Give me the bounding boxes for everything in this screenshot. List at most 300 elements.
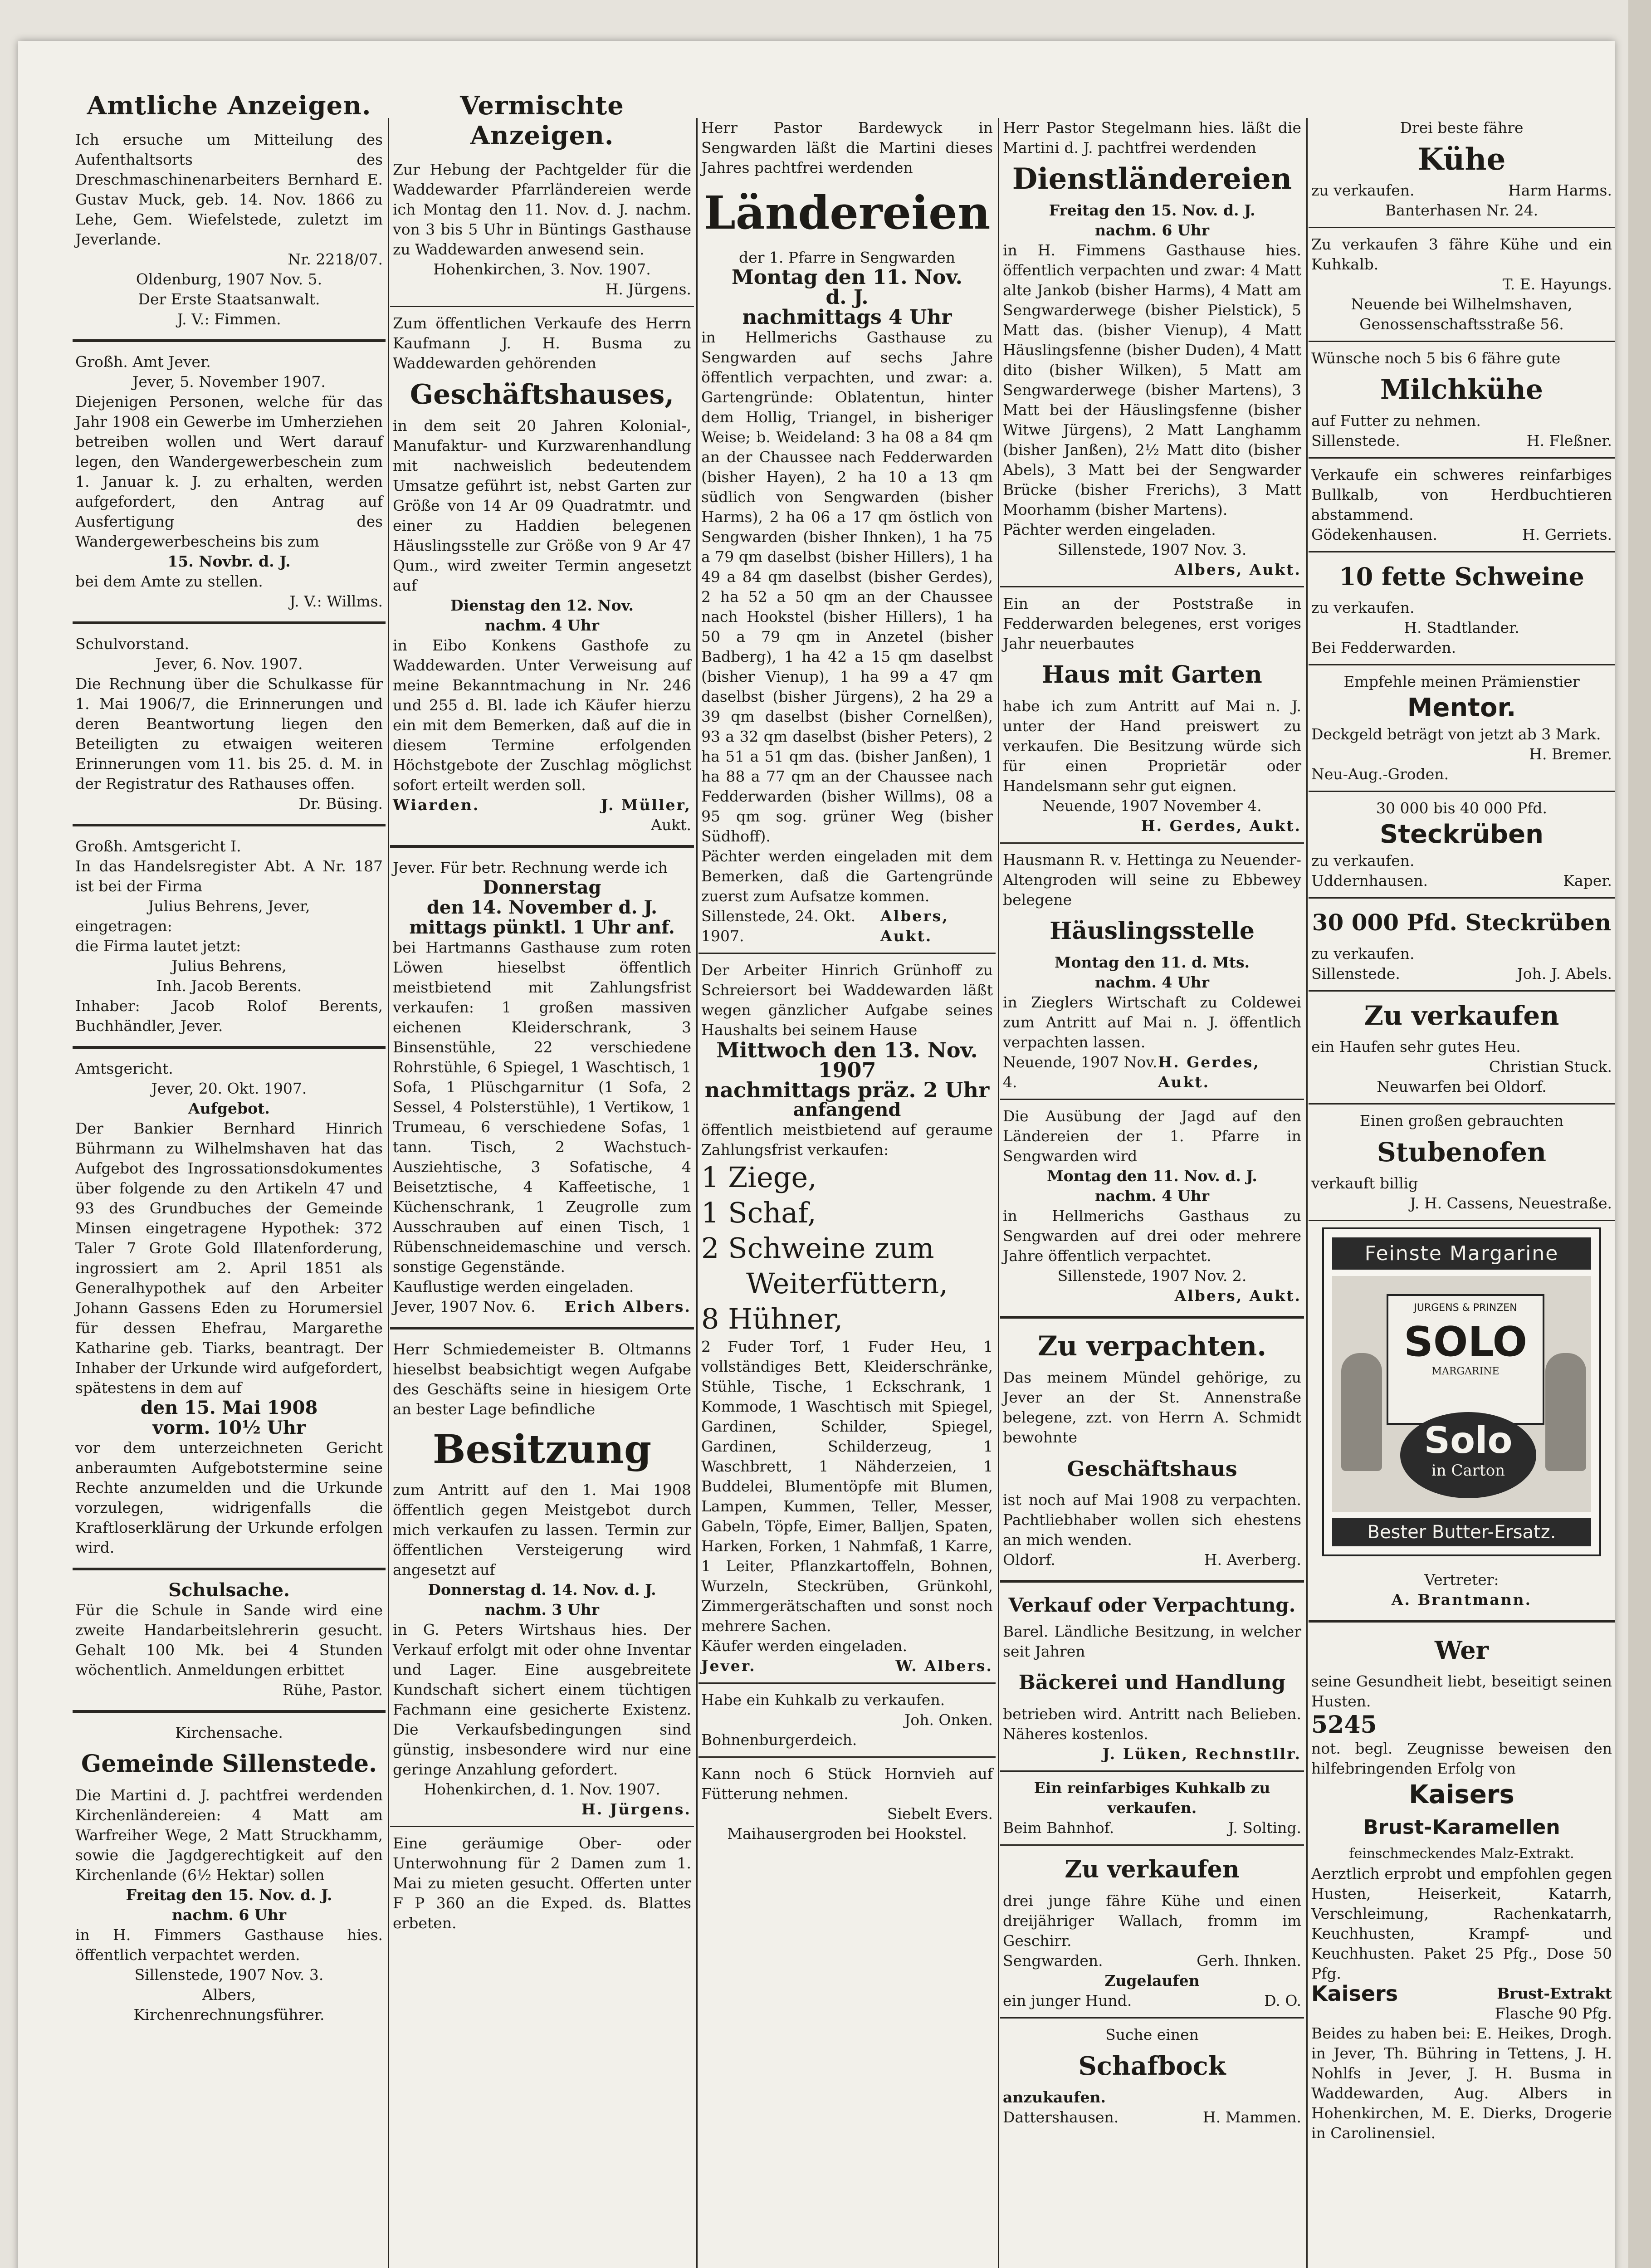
ad-signature bbox=[1003, 1818, 1301, 1838]
notice-body: Für die Schule in Sande wird eine zweite Handarbeitslehrerin gesucht. Gehalt 100 Mk. bei 4 Stunden wöchentlich. Anmeldungen erbittet bbox=[75, 1601, 383, 1679]
ad-signature bbox=[393, 1297, 691, 1317]
divider bbox=[390, 1327, 694, 1330]
ad-date: Hohenkirchen, 3. Nov. 1907. bbox=[433, 260, 651, 278]
ad-signature bbox=[1311, 525, 1612, 545]
notice-entered: eingetragen: bbox=[75, 917, 172, 935]
ad-intro: Herr Pastor Bardewyck in Sengwarden läßt die Martini dieses Jahres pachtfrei werdenden bbox=[701, 119, 993, 176]
ad-date: Freitag den 15. Nov. d. J. bbox=[1049, 201, 1255, 219]
margarine-advertisement bbox=[1322, 1227, 1601, 1556]
ad-sign: H. Averberg. bbox=[1204, 1551, 1301, 1569]
ad-body: öffentlich meistbietend auf geraume Zahlungsfrist verkaufen: bbox=[701, 1121, 993, 1158]
ad-time2: anfangend bbox=[793, 1099, 901, 1120]
divider bbox=[698, 1756, 996, 1758]
ad-tail: ein junger Hund. bbox=[1003, 1992, 1132, 2009]
ad-milchkuehe bbox=[1311, 348, 1612, 451]
ad-sign: Gerh. Ihnken. bbox=[1197, 1952, 1301, 1970]
ad-intro: Der Arbeiter Hinrich Grünhoff zu Schreiersort bei Waddewarden läßt wegen gänzlicher Aufgabe seines Haushalts bei seinem Hause bbox=[701, 961, 993, 1039]
ad-tail: Pächter werden eingeladen. bbox=[1003, 521, 1216, 538]
ad-heu bbox=[1311, 998, 1612, 1097]
ad-intro: Empfehle meinen Prämienstier bbox=[1343, 673, 1580, 690]
divider bbox=[1000, 1316, 1304, 1319]
ad-body2: not. begl. Zeugnisse beweisen den hilfebringenden Erfolg von bbox=[1311, 1740, 1612, 1777]
notice-title: Gemeinde Sillenstede. bbox=[81, 1750, 377, 1778]
ad-place: Sillenstede. bbox=[1311, 432, 1400, 450]
divider bbox=[73, 1046, 386, 1049]
ad-intro: Herr Schmiedemeister B. Oltmanns hieselbst beabsichtigt wegen Aufgabe des Geschäfts seine in hiesigem Orte an bester Lage befindliche bbox=[393, 1340, 691, 1418]
notice-head: Großh. Amt Jever. bbox=[75, 353, 211, 371]
notice-line: Inh. Jacob Berents. bbox=[156, 977, 302, 995]
ad-list: 2 Fuder Torf, 1 Fuder Heu, 1 vollständiges Bett, Kleiderschränke, Stühle, Tische, 1 Eckschrank, 1 Kommode, 1 Waschtisch mit Spiegel, Gardinen, Schilder, Spiegel, Gardinen, Schilderzeug, 1 Waschbrett, 1 Nähderzeien, 1 Buddelei, Blumentöpfe mit Blumen, Lampen, Kummen, Teller, Messer, Gabeln, Töpfe, Eimer, Balljen, Spaten, Harken, Forken, 1 Nahmfaß, 1 Karre, 1 Leiter, Pflanzkartoffeln, Bohnen, Wurzeln, Steckrüben, Grünkohl, Zimmergerätschaften und sonst noch mehrere Sachen. bbox=[701, 1338, 993, 1635]
notice-body: Der Bankier Bernhard Hinrich Bührmann zu Wilhelmshaven hat das Aufgebot des Ingrossationsdokumentes über folgende zu den Artikeln 47 und 93 des Grundbuches der Gemeinde Minsen eingetragene Hypothek: 372 Taler 7 Grote Gold Illatenforderung, ingrossiert am 2. April 1851 als Generalhypothek auf den Arbeiter Johann Gassens Eden zu Horumersiel für dessen Ehefrau, Margarethe Katharine geb. Tiarks, beantragt. Der Inhaber der Urkunde wird aufgefordert, spätestens in dem auf bbox=[75, 1119, 383, 1397]
section-title: Vermischte Anzeigen. bbox=[460, 91, 624, 151]
column-rule bbox=[696, 118, 698, 2268]
notice-schulvorstand bbox=[75, 634, 383, 814]
ad-sign: H. Jürgens. bbox=[581, 1800, 691, 1818]
ad-date: Dienstag den 12. Nov. bbox=[450, 596, 634, 614]
column-4 bbox=[1000, 73, 1304, 2268]
ad-tail: betrieben wird. Antritt nach Belieben. Näheres kostenlos. bbox=[1003, 1705, 1301, 1743]
ad-sign: Albers, Aukt. bbox=[880, 907, 949, 945]
divider bbox=[1309, 791, 1615, 792]
ad-body: in Zieglers Wirtschaft zu Coldewei zum Antritt auf Mai n. J. öffentlich verpachten lassen. bbox=[1003, 993, 1301, 1051]
ad-title: Geschäftshauses, bbox=[410, 379, 674, 411]
ad-body: zu verkaufen. bbox=[1311, 181, 1415, 199]
ad-schafbock bbox=[1003, 2025, 1301, 2127]
package-maker-label: JURGENS & PRINZEN bbox=[1414, 1302, 1517, 1314]
notice-body: Diejenigen Personen, welche für das Jahr 1908 ein Gewerbe im Umherziehen betreiben wollen und Wert darauf legen, den Wandergewerbeschein zum 1. Januar k. J. zu erhalten, werden aufgefordert, den Antrag auf Ausfertigung des Wandergewerbescheins bis zum bbox=[75, 393, 383, 550]
notice-firm: Julius Behrens, Jever, bbox=[148, 897, 310, 915]
ad-place: Dattershausen. bbox=[1003, 2108, 1119, 2126]
ad-sub: der 1. Pfarre in Sengwarden bbox=[739, 249, 955, 266]
ad-sign: Joh. J. Abels. bbox=[1517, 965, 1612, 982]
ad-item: Weiterfüttern, bbox=[746, 1267, 948, 1300]
ad-brand: Kaisers bbox=[1409, 1780, 1514, 1809]
ad-date: Donnerstag bbox=[483, 877, 601, 898]
ad-body: zum Antritt auf den 1. Mai 1908 öffentlich gegen Meistgebot durch mich verkaufen zu lassen. Termin zur öffentlichen Versteigerung wird angesetzt auf bbox=[393, 1481, 691, 1579]
ad-steckrueben-kaper bbox=[1311, 798, 1612, 891]
newspaper-columns bbox=[73, 73, 1615, 2268]
ad-place: Uddernhausen. bbox=[1311, 872, 1428, 890]
notice-line: Inhaber: Jacob Rolof Berents, Buchhändler, Jever. bbox=[75, 997, 383, 1035]
ad-title: Besitzung bbox=[432, 1427, 652, 1472]
divider bbox=[1309, 1220, 1615, 1221]
ad-sub: Bäckerei und Handlung bbox=[1018, 1671, 1286, 1694]
ad-geschaeftshaus bbox=[393, 313, 691, 835]
ad-signature bbox=[1003, 1991, 1301, 2011]
ad-sign: H. Jürgens. bbox=[605, 280, 691, 298]
ad-place: Neuende bei Wilhelmshaven, Genossenschaftsstraße 56. bbox=[1351, 295, 1573, 333]
ad-place: Sengwarden. bbox=[1003, 1952, 1103, 1970]
notice-tail: in H. Fimmers Gasthause hies. öffentlich verpachtet werden. bbox=[75, 1926, 383, 1964]
ad-intro: Hausmann R. v. Hettinga zu Neuender-Altengroden will seine zu Ebbewey belegene bbox=[1003, 851, 1301, 909]
ad-body: Kann noch 6 Stück Hornvieh auf Fütterung nehmen. bbox=[701, 1765, 993, 1803]
ad-verkauf-verpachtung bbox=[1003, 1593, 1301, 1764]
spacer bbox=[1309, 73, 1615, 118]
ad-sign: W. Albers. bbox=[895, 1657, 993, 1675]
ad-place: Sillenstede, 24. Okt. 1907. bbox=[701, 907, 856, 945]
notice-office: Der Erste Staatsanwalt. bbox=[138, 290, 320, 308]
rep-name: A. Brantmann. bbox=[1391, 1591, 1532, 1608]
ad-signature bbox=[1311, 1981, 1612, 2006]
divider bbox=[698, 1682, 996, 1684]
ad-body: in Hellmerichs Gasthause zu Sengwarden auf sechs Jahre öffentlich verpachten, und zwar: a. Gartengründe: Oblatentun, hinter dem Hollig, Triangel, in bisheriger Weise; b. Weideland: 3 ha 08 a 84 qm an der Chaussee nach Fedderwarden (bisher Hayen), 2 ha 10 a 13 qm südlich von Sengwarden (bisher Harms), 2 ha 06 a 17 qm östlich von Sengwarden (bisher Ihnken), 1 ha 75 a 79 qm daselbst (bisher Hillers), 1 ha 49 a 84 qm daselbst (bisher Gerdes), 2 ha 52 a 50 qm an der Chaussee nach Hookstel (bisher Hillers), 1 ha 50 a 79 qm in Anzetel (bisher Badberg), 1 ha 42 a 15 qm daselbst (bisher Vienup), 1 ha 99 a 47 qm daselbst (bisher Jürgens), 2 ha 29 a 39 qm daselbst (bisher Cornelßen), 93 a 32 qm daselbst (bisher Peters), 2 ha 51 a 51 qm das. (bisher Janßen), 1 ha 88 a 77 qm an der Chaussee nach Fedderwarden (bisher Willms), 08 a 95 qm sog. grüner Weg (bisher Südhoff). bbox=[701, 328, 993, 845]
ad-zu-verpachten bbox=[1003, 1329, 1301, 1570]
ad-moebel-auktion bbox=[393, 858, 691, 1317]
divider bbox=[390, 1826, 694, 1827]
margarine-footer: Bester Butter-Ersatz. bbox=[1332, 1518, 1591, 1546]
ad-time: nachmittags 4 Uhr bbox=[742, 306, 952, 329]
ad-intro: Suche einen bbox=[1105, 2026, 1199, 2043]
ad-praemienstier bbox=[1311, 672, 1612, 784]
notice-line: die Firma lautet jetzt: bbox=[75, 937, 241, 955]
ad-sign: H. Gerdes, Aukt. bbox=[1141, 817, 1301, 835]
ad-product: Brust-Karamellen bbox=[1363, 1816, 1560, 1839]
ad-title: Dienstländereien bbox=[1012, 162, 1292, 196]
notice-sign: Albers, bbox=[202, 1986, 256, 2004]
ad-intro: Herr Pastor Stegelmann hies. läßt die Martini d. J. pachtfrei werdenden bbox=[1003, 119, 1301, 156]
divider bbox=[390, 306, 694, 307]
notice-sign: Rühe, Pastor. bbox=[283, 1681, 383, 1699]
ad-signature bbox=[1311, 431, 1612, 451]
column-rule bbox=[998, 118, 999, 2268]
facing-page-edge bbox=[1628, 0, 1651, 2268]
ad-title: Schafbock bbox=[1078, 2051, 1226, 2081]
ad-title: Zu verpachten. bbox=[1037, 1330, 1267, 1362]
divider bbox=[1000, 842, 1304, 844]
column-5 bbox=[1309, 73, 1615, 2268]
ad-schweine bbox=[1311, 559, 1612, 658]
notice-deadline: 15. Novbr. d. J. bbox=[167, 552, 291, 570]
divider bbox=[73, 1568, 386, 1570]
divider bbox=[73, 621, 386, 624]
notice-date: Freitag den 15. Nov. d. J. bbox=[126, 1886, 332, 1904]
ad-signature bbox=[1003, 1052, 1301, 1092]
notice-title: Aufgebot. bbox=[188, 1100, 270, 1117]
ad-bullkalb bbox=[1311, 465, 1612, 545]
notice-body: In das Handelsregister Abt. A Nr. 187 ist bei der Firma bbox=[75, 857, 383, 895]
notice-head: Schulvorstand. bbox=[75, 635, 190, 653]
ad-time: nachm. 4 Uhr bbox=[1095, 1187, 1209, 1205]
ad-kuehe-harms bbox=[1311, 118, 1612, 220]
ad-tail: Kauflustige werden eingeladen. bbox=[393, 1278, 634, 1295]
ad-time: nachm. 4 Uhr bbox=[485, 616, 599, 634]
ad-sign: D. O. bbox=[1264, 1992, 1301, 2009]
ad-sign: H. Fleßner. bbox=[1526, 432, 1612, 450]
ad-sign: H. Gerriets. bbox=[1522, 526, 1612, 543]
ad-sign: Joh. Onken. bbox=[904, 1711, 993, 1729]
ad-sign: J. Müller, bbox=[601, 796, 691, 814]
divider bbox=[1000, 586, 1304, 587]
ad-signature bbox=[393, 795, 691, 815]
ad-place: Wiarden. bbox=[393, 796, 480, 814]
ad-hornvieh bbox=[701, 1764, 993, 1844]
ad-time: nachm. 4 Uhr bbox=[1095, 973, 1209, 991]
notice-body: Ich ersuche um Mitteilung des Aufenthaltsorts des Dreschmaschinenarbeiters Bernhard E. Gustav Muck, geb. 14. Nov. 1866 zu Lehe, Gem. Wiefelstede, zuletzt im Jeverlande. bbox=[75, 131, 383, 248]
section-title: Amtliche Anzeigen. bbox=[87, 91, 371, 121]
notice-time: nachm. 6 Uhr bbox=[172, 1906, 286, 1924]
column-amtliche-anzeigen bbox=[73, 73, 386, 2268]
margarine-package bbox=[1387, 1294, 1544, 1425]
ad-place: Jever, 1907 Nov. 6. bbox=[393, 1298, 536, 1315]
ad-place: Jever. bbox=[701, 1657, 756, 1675]
spacer bbox=[1000, 73, 1304, 118]
ad-signature bbox=[1311, 181, 1612, 200]
oval-sub: in Carton bbox=[1431, 1461, 1505, 1480]
ad-item: 1 Ziege, bbox=[701, 1161, 817, 1194]
ad-signature bbox=[701, 1656, 993, 1676]
ad-place: Gödekenhausen. bbox=[1311, 526, 1438, 543]
ad-intro: Wünsche noch 5 bis 6 fähre gute bbox=[1311, 349, 1561, 367]
notice-tail: vor dem unterzeichneten Gericht anberaumten Aufgebotstermine seine Rechte anzumelden und die Urkunde vorzulegen, widrigenfalls die Kraftloserklärung der Urkunde erfolgen wird. bbox=[75, 1439, 383, 1556]
ad-sign: H. Mammen. bbox=[1202, 2108, 1301, 2126]
ad-date: Montag den 11. Nov. d. J. bbox=[1047, 1167, 1257, 1185]
ad-besitzung bbox=[393, 1339, 691, 1819]
ad-sign: Harm Harms. bbox=[1508, 181, 1612, 199]
ad-place: Sillenstede, 1907 Nov. 3. bbox=[1057, 541, 1247, 558]
ad-item: 1 Schaf, bbox=[701, 1196, 816, 1229]
ad-sign: Erich Albers. bbox=[564, 1298, 691, 1315]
divider bbox=[1309, 457, 1615, 459]
ad-place: Sillenstede, 1907 Nov. 2. bbox=[1057, 1267, 1247, 1285]
notice-ref: Nr. 2218/07. bbox=[288, 250, 383, 268]
ad-wohnung-gesucht bbox=[393, 1833, 691, 1933]
ad-body: Zu verkaufen 3 fähre Kühe und ein Kuhkalb. bbox=[1311, 235, 1612, 273]
ad-title: Zu verkaufen bbox=[1364, 1000, 1559, 1031]
ad-date2: d. J. bbox=[826, 286, 869, 309]
divider bbox=[1309, 1103, 1615, 1105]
ad-kaisers bbox=[1311, 1633, 1612, 2143]
ad-time: mittags pünktl. 1 Uhr anf. bbox=[409, 917, 675, 938]
ad-body: Ein reinfarbiges Kuhkalb zu verkaufen. bbox=[1034, 1779, 1270, 1817]
ad-title: Häuslingsstelle bbox=[1050, 917, 1255, 945]
ad-body: zu verkaufen. bbox=[1311, 945, 1415, 963]
notice-line: Julius Behrens, bbox=[171, 957, 287, 975]
ad-date2: den 14. November d. J. bbox=[426, 897, 658, 918]
ad-product2: Brust-Extrakt bbox=[1497, 1984, 1612, 2002]
ad-place: Neuwarfen bei Oldorf. bbox=[1377, 1078, 1547, 1095]
ad-title: Steckrüben bbox=[1380, 820, 1544, 849]
ad-date: Montag den 11. d. Mts. bbox=[1054, 953, 1250, 971]
ad-title: Verkauf oder Verpachtung. bbox=[1008, 1594, 1296, 1616]
column-vermischte-anzeigen bbox=[390, 73, 694, 2268]
ad-intro: Zum öffentlichen Verkaufe des Herrn Kaufmann J. H. Busma zu Waddewarden gehörenden bbox=[393, 314, 691, 372]
ad-body: seine Gesundheit liebt, beseitigt seinen Husten. bbox=[1311, 1672, 1612, 1710]
notice-handelsregister bbox=[75, 836, 383, 1036]
divider bbox=[390, 845, 694, 848]
ad-tail: in Hellmerichs Gasthaus zu Sengwarden auf drei oder mehrere Jahre öffentlich verpachtet. bbox=[1003, 1207, 1301, 1265]
ad-place: Hohenkirchen, d. 1. Nov. 1907. bbox=[424, 1780, 660, 1798]
ad-body: drei junge fähre Kühe und einen dreijähriger Wallach, fromm im Geschirr. bbox=[1003, 1892, 1301, 1950]
ad-tail: Pächter werden eingeladen mit dem Bemerken, daß die Gartengründe zuerst zum Aufsatze kommen. bbox=[701, 847, 993, 905]
ad-stubenofen bbox=[1311, 1111, 1612, 1213]
ad-title: Ländereien bbox=[703, 186, 991, 240]
ad-intro: Ein an der Poststraße in Fedderwarden belegenes, erst voriges Jahr neuerbautes bbox=[1003, 595, 1301, 652]
ad-place: Neuende, 1907 Nov. 4. bbox=[1003, 1053, 1158, 1091]
column-3 bbox=[698, 73, 996, 2268]
ad-sign: J. Solting. bbox=[1228, 1819, 1301, 1837]
ad-title: Mentor. bbox=[1407, 693, 1516, 723]
ad-place: Beim Bahnhof. bbox=[1003, 1819, 1114, 1837]
notice-date-term: den 15. Mai 1908 bbox=[140, 1397, 318, 1418]
ad-body4: Beides zu haben bei: E. Heikes, Drogh. in Jever, Th. Bühring in Tettens, J. H. Nohlfs in Jever, J. H. Busma in Waddewarden, Aug. Albers in Hohenkirchen, M. E. Dierks, Drogerie in Carolinensiel. bbox=[1311, 2024, 1612, 2142]
column-rule bbox=[388, 118, 389, 2268]
ad-haeuslingsstelle bbox=[1003, 850, 1301, 1092]
notice-date: Oldenburg, 1907 Nov. 5. bbox=[136, 270, 322, 288]
margarine-representative bbox=[1311, 1570, 1612, 1610]
ad-role: Aukt. bbox=[651, 816, 691, 834]
ad-time: nachm. 3 Uhr bbox=[485, 1601, 599, 1618]
notice-sign: J. V.: Fimmen. bbox=[177, 310, 281, 328]
ad-intro: Drei beste fähre bbox=[1400, 119, 1524, 137]
ad-place: Bei Fedderwarden. bbox=[1311, 639, 1456, 656]
rep-label: Vertreter: bbox=[1424, 1571, 1499, 1589]
ad-sign: T. E. Hayungs. bbox=[1502, 275, 1612, 293]
ad-jagd bbox=[1003, 1106, 1301, 1306]
notice-role: Kirchenrechnungsführer. bbox=[133, 2006, 325, 2024]
ad-signature bbox=[1311, 871, 1612, 891]
divider bbox=[698, 953, 996, 954]
ad-tail: in Eibo Konkens Gasthofe zu Waddewarden. Unter Verweisung auf meine Bekanntmachung in Nr. 246 und 255 d. Bl. lade ich Käufer hierzu ein mit dem Bemerken, daß auf die in diesem Termine erfolgenden Höchstgebote der Zuschlag möglichst sofort erteilt werden soll. bbox=[393, 636, 691, 794]
ad-brand2: Kaisers bbox=[1311, 1981, 1398, 2006]
ad-place: Oldorf. bbox=[1003, 1551, 1055, 1569]
divider bbox=[1309, 1620, 1615, 1623]
ad-sign: H. Bremer. bbox=[1529, 745, 1612, 763]
notice-body: Die Martini d. J. pachtfrei werdenden Kirchenländereien: 4 Matt am Warfreiher Wege, 2 Matt Struckhamm, sowie die Jagdgerechtigkeit auf den Kirchenlande (6½ Hektar) sollen bbox=[75, 1786, 383, 1884]
ad-signature bbox=[1003, 1550, 1301, 1570]
divider bbox=[1000, 1770, 1304, 1772]
ad-number: 5245 bbox=[1311, 1711, 1377, 1739]
oval-brand: Solo bbox=[1424, 1419, 1513, 1461]
ad-sign: H. Gerdes, Aukt. bbox=[1158, 1053, 1260, 1091]
notice-head: Großh. Amtsgericht I. bbox=[75, 837, 241, 855]
ad-tail: Käufer werden eingeladen. bbox=[701, 1637, 908, 1655]
notice-tail: bei dem Amte zu stellen. bbox=[75, 572, 263, 590]
ad-body: Barel. Ländliche Besitzung, in welcher seit Jahren bbox=[1003, 1623, 1301, 1660]
notice-date: Jever, 6. Nov. 1907. bbox=[155, 655, 303, 673]
notice-search-muck bbox=[75, 130, 383, 329]
ad-body: verkauft billig bbox=[1311, 1174, 1418, 1192]
notice-place-date: Sillenstede, 1907 Nov. 3. bbox=[134, 1966, 324, 1984]
ad-date: Mittwoch den 13. Nov. 1907 bbox=[716, 1038, 978, 1082]
ad-body: in dem seit 20 Jahren Kolonial-, Manufaktur- und Kurzwarenhandlung mit nachweislich bedeutendem Umsatze geführt ist, nebst Garten zur Größe von 14 Ar 09 Quadratmtr. und einer zu Haddien belegenen Häuslingsstelle zur Größe von 9 Ar 47 Qum., wird zweiter Termin angesetzt auf bbox=[393, 417, 691, 594]
ad-sign: Albers, Aukt. bbox=[1174, 561, 1301, 578]
divider bbox=[1000, 1580, 1304, 1583]
ad-signature bbox=[1003, 1951, 1301, 1971]
ad-laendereien bbox=[701, 118, 993, 946]
ad-place: Neuende, 1907 November 4. bbox=[1042, 797, 1262, 815]
notice-head: Schulsache. bbox=[168, 1579, 290, 1601]
divider bbox=[73, 339, 386, 342]
ad-steckrueben-abels bbox=[1311, 905, 1612, 984]
ad-title: Wer bbox=[1434, 1636, 1489, 1665]
ad-title: Milchkühe bbox=[1380, 374, 1544, 406]
ad-body: Verkaufe ein schweres reinfarbiges Bullkalb, von Herdbuchtieren abstammend. bbox=[1311, 466, 1612, 523]
divider bbox=[1309, 664, 1615, 665]
ad-sub: feinschmeckendes Malz-Extrakt. bbox=[1349, 1846, 1574, 1862]
ad-date: Donnerstag d. 14. Nov. d. J. bbox=[428, 1581, 656, 1598]
divider bbox=[73, 824, 386, 826]
notice-kirchensache bbox=[75, 1723, 383, 2025]
notice-date: Jever, 20. Okt. 1907. bbox=[151, 1080, 307, 1097]
spacer bbox=[698, 73, 996, 118]
notice-sign: Dr. Büsing. bbox=[298, 795, 383, 812]
ad-date: Montag den 11. Nov. bbox=[732, 266, 962, 289]
figure-right-illustration bbox=[1545, 1353, 1586, 1471]
notice-body: Die Rechnung über die Schulkasse für 1. Mai 1906/7, die Erinnerungen und deren Beantwortung liegen den Beteiligten zu etwaigen weiteren Erinnerungen vom 11. bis 25. d. M. in der Registratur des Rathauses offen. bbox=[75, 675, 383, 792]
ad-place: Banterhasen Nr. 24. bbox=[1385, 201, 1539, 219]
divider bbox=[73, 1710, 386, 1713]
ad-item: 8 Hühner, bbox=[701, 1302, 843, 1335]
margarine-headline: Feinste Margarine bbox=[1332, 1237, 1591, 1270]
ad-sign: J. Lüken, Rechnstllr. bbox=[1102, 1745, 1301, 1763]
notice-head: Amtsgericht. bbox=[75, 1060, 173, 1077]
figure-left-illustration bbox=[1341, 1353, 1382, 1471]
divider bbox=[1000, 1844, 1304, 1846]
ad-tail: ist noch auf Mai 1908 zu verpachten. Pachtliebhaber wollen sich ehestens an mich wenden. bbox=[1003, 1491, 1301, 1549]
ad-body: auf Futter zu nehmen. bbox=[1311, 412, 1481, 430]
ad-body: Habe ein Kuhkalb zu verkaufen. bbox=[701, 1691, 945, 1709]
ad-title: Haus mit Garten bbox=[1042, 661, 1262, 689]
ad-intro: Einen großen gebrauchten bbox=[1359, 1112, 1564, 1129]
ad-dienstlaendereien bbox=[1003, 118, 1301, 580]
ad-body: in H. Fimmens Gasthause hies. öffentlich verpachten und zwar: 4 Matt alte Jankob (bisher Harms), 4 Matt am Sengwarderwege (bisher Pielstick), 5 Matt das. (bisher Vienup), 4 Matt Häuslingsfenne (bisher Duden), 4 Matt dito (bisher Wilken), 5 Matt am Sengwarderwege (bisher Martens), 3 Matt bei der Häuslingsfenne (bisher Witwe Jürgens), 2 Matt Langhamm (bisher Janßen), 2½ Matt dito (bisher Abels), 3 Matt bei der Sengwarder Brücke (bisher Frerichs), 3 Matt Moorhamm (bisher Martens). bbox=[1003, 241, 1301, 518]
ad-sign: J. H. Cassens, Neuestraße. bbox=[1410, 1194, 1612, 1212]
ad-body: Die Ausübung der Jagd auf den Ländereien der 1. Pfarre in Sengwarden wird bbox=[1003, 1107, 1301, 1165]
ad-body: zu verkaufen. bbox=[1311, 852, 1415, 870]
ad-sub: Zugelaufen bbox=[1104, 1972, 1200, 1989]
notice-time-term: vorm. 10½ Uhr bbox=[152, 1417, 306, 1438]
ad-sign: Christian Stuck. bbox=[1489, 1058, 1612, 1075]
notice-wandergewerbe bbox=[75, 352, 383, 611]
package-brand: SOLO bbox=[1404, 1318, 1527, 1366]
ad-gruenhoff-auktion bbox=[701, 960, 993, 1676]
ad-title: 30 000 Pfd. Steckrüben bbox=[1312, 909, 1612, 936]
ad-body: Eine geräumige Ober- oder Unterwohnung für 2 Damen zum 1. Mai zu mieten gesucht. Offerten unter F P 360 an die Exped. ds. Blattes erbeten. bbox=[393, 1834, 691, 1932]
divider bbox=[1000, 2017, 1304, 2019]
ad-body: Das meinem Mündel gehörige, zu Jever an der St. Annenstraße belegene, zzt. von Herrn A. Schmidt bewohnte bbox=[1003, 1369, 1301, 1446]
ad-sign: Albers, Aukt. bbox=[1174, 1287, 1301, 1305]
ad-sign: Siebelt Evers. bbox=[887, 1805, 993, 1823]
ad-body: ein Haufen sehr gutes Heu. bbox=[1311, 1038, 1521, 1056]
ad-signature bbox=[1003, 2107, 1301, 2127]
ad-pachtgelder bbox=[393, 160, 691, 299]
ad-sub: Geschäftshaus bbox=[1067, 1457, 1237, 1481]
ad-price2: Flasche 90 Pfg. bbox=[1495, 2004, 1612, 2022]
margarine-illustration bbox=[1332, 1276, 1591, 1512]
ad-place: Bohnenburgerdeich. bbox=[701, 1731, 857, 1749]
divider bbox=[1309, 897, 1615, 899]
column-rule bbox=[1306, 118, 1308, 2268]
ad-time: nachm. 6 Uhr bbox=[1095, 221, 1209, 239]
notice-aufgebot bbox=[75, 1059, 383, 1558]
notice-date: Jever, 5. November 1907. bbox=[132, 373, 326, 391]
ad-body: zu verkaufen. bbox=[1311, 599, 1415, 616]
ad-signature bbox=[1311, 964, 1612, 984]
divider bbox=[1309, 227, 1615, 228]
ad-kuhkalb-solting bbox=[1003, 1778, 1301, 1838]
ad-haus-mit-garten bbox=[1003, 594, 1301, 836]
divider bbox=[1000, 1099, 1304, 1100]
ad-sub: anzukaufen. bbox=[1003, 2088, 1106, 2106]
ad-kuehe-wallach bbox=[1003, 1852, 1301, 2011]
margarine-oval-logo bbox=[1400, 1412, 1536, 1498]
notice-head: Kirchensache. bbox=[175, 1724, 283, 1741]
ad-item: 2 Schweine zum bbox=[701, 1232, 934, 1265]
ad-title: Zu verkaufen bbox=[1065, 1856, 1240, 1883]
ad-sign: Kaper. bbox=[1563, 872, 1612, 890]
ad-body3: Aerztlich erprobt und empfohlen gegen Husten, Heiserkeit, Katarrh, Verschleimung, Rachenkatarrh, Keuchhusten, Krampf- und Keuchhusten. Paket 25 Pfg., Dose 50 Pfg. bbox=[1311, 1865, 1612, 1982]
ad-intro: Jever. Für betr. Rechnung werde ich bbox=[393, 859, 668, 876]
